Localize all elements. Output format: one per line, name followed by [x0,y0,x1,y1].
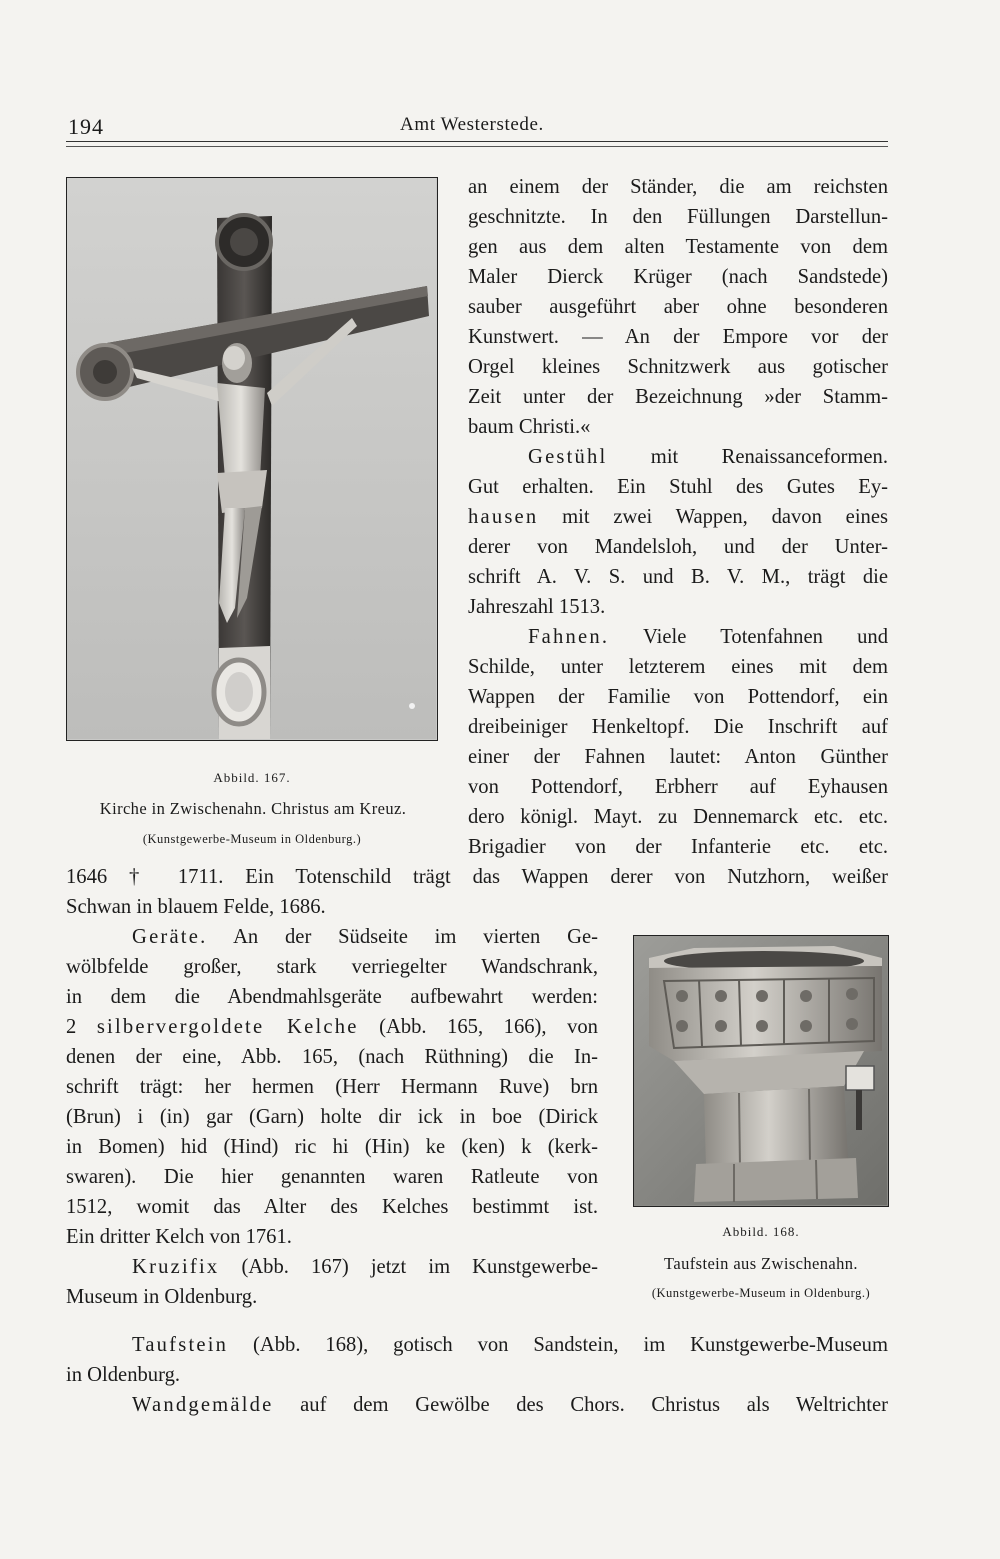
text-line: von Pottendorf, Erbherr auf Eyhausen [468,776,888,798]
text-span: (Abb. 167) jetzt im Kunstgewerbe- [219,1256,598,1278]
paragraph-fahnen [528,622,888,652]
text-line: Schwan in blauem Felde, 1686. [66,896,326,918]
text-line: in Bomen) hid (Hind) ric hi (Hin) ke (ken) k (kerk- [66,1136,598,1158]
section-head: Kruzifix [132,1256,220,1278]
text-span: 2 [66,1016,97,1038]
text-line: Kunstwert. — An der Empore vor der [468,326,888,348]
paragraph-kruzifix [132,1252,598,1282]
section-head: Gestühl [528,446,608,468]
text-line [468,502,888,532]
text-line: Jahreszahl 1513. [468,596,606,618]
text-span: Viele Totenfahnen und [609,626,888,648]
text-line: Ein dritter Kelch von 1761. [66,1226,292,1248]
spaced-word: silbervergoldete Kelche [96,1016,359,1038]
text-span: (Abb. 168), gotisch von Sandstein, im Kunstgewerbe-Museum [228,1334,888,1356]
text-line: (Brun) i (in) gar (Garn) holte dir ick in boe (Dirick [66,1106,598,1128]
text-line: schrift trägt: her hermen (Herr Hermann Ruve) brn [66,1076,598,1098]
section-head: Taufstein [132,1334,229,1356]
text-line: wölbfelde großer, stark verriegelter Wandschrank, [66,956,598,978]
text-line: Maler Dierck Krüger (nach Sandstede) [468,266,888,288]
text-line: geschnitzte. In den Füllungen Darstellun- [468,206,888,228]
text-line: in dem die Abendmahlsgeräte aufbewahrt werden: [66,986,598,1008]
baptismal-font-photograph [633,935,889,1207]
text-line: sauber ausgeführt aber ohne besonderen [468,296,888,318]
text-line: Gut erhalten. Ein Stuhl des Gutes Ey- [468,476,888,498]
figure-168-label: Abbild. 168. [722,1224,800,1239]
text-line: einer der Fahnen lautet: Anton Günther [468,746,888,768]
text-line: denen der eine, Abb. 165, (nach Rüthning) die In- [66,1046,598,1068]
text-line: 1646 † 1711. Ein Totenschild trägt das Wappen derer von Nutzhorn, weißer [66,866,888,888]
paragraph-wandgemaelde [132,1390,888,1420]
text-line: Orgel kleines Schnitzwerk aus gotischer [468,356,888,378]
text-span: mit zwei Wappen, davon eines [538,506,888,528]
text-line: derer von Mandelsloh, und der Unter- [468,536,888,558]
text-line: an einem der Ständer, die am reichsten [468,176,888,198]
paragraph-gestuehl [528,442,888,472]
figure-168-credit: (Kunstgewerbe-Museum in Oldenburg.) [651,1286,871,1300]
text-line: Zeit unter der Bezeichnung »der Stamm- [468,386,888,408]
text-line: Schilde, unter letzterem eines mit dem [468,656,888,678]
paragraph-geraete [132,922,598,952]
header-rule-thin [66,146,888,147]
text-line: Museum in Oldenburg. [66,1286,258,1308]
figure-167-credit: (Kunstgewerbe-Museum in Oldenburg.) [142,832,362,846]
text-line: dreibeiniger Henkeltopf. Die Inschrift auf [468,716,888,738]
text-span: (Abb. 165, 166), von [358,1016,598,1038]
text-line: 1512, womit das Alter des Kelches bestimmt ist. [66,1196,598,1218]
text-line [66,1012,598,1042]
figure-168-title: Taufstein aus Zwischenahn. [664,1254,858,1273]
text-span: auf dem Gewölbe des Chors. Christus als Weltrichter [273,1394,888,1416]
page-number: 194 [68,114,104,139]
section-head: Wandgemälde [132,1394,274,1416]
header-rule [66,141,888,142]
crucifix-photograph [66,177,438,741]
text-line: in Oldenburg. [66,1364,181,1386]
text-line: dero königl. Mayt. zu Dennemarck etc. etc. [468,806,888,828]
text-line: schrift A. V. S. und B. V. M., trägt die [468,566,888,588]
figure-167-title: Kirche in Zwischenahn. Christus am Kreuz. [99,799,407,818]
text-line: gen aus dem alten Testamente von dem [468,236,888,258]
text-line: Wappen der Familie von Pottendorf, ein [468,686,888,708]
paragraph-taufstein [132,1330,888,1360]
text-span: An der Südseite im vierten Ge- [207,926,598,948]
text-line: swaren). Die hier genannten waren Ratleute von [66,1166,598,1188]
spaced-word: hausen [468,506,539,528]
section-head: Geräte. [132,926,208,948]
text-span: mit Renaissanceformen. [607,446,888,468]
figure-167-label: Abbild. 167. [213,770,291,785]
running-title: Amt Westerstede. [400,114,544,135]
text-line: baum Christi.« [468,416,591,438]
text-line: Brigadier von der Infanterie etc. etc. [468,836,888,858]
section-head: Fahnen. [528,626,610,648]
